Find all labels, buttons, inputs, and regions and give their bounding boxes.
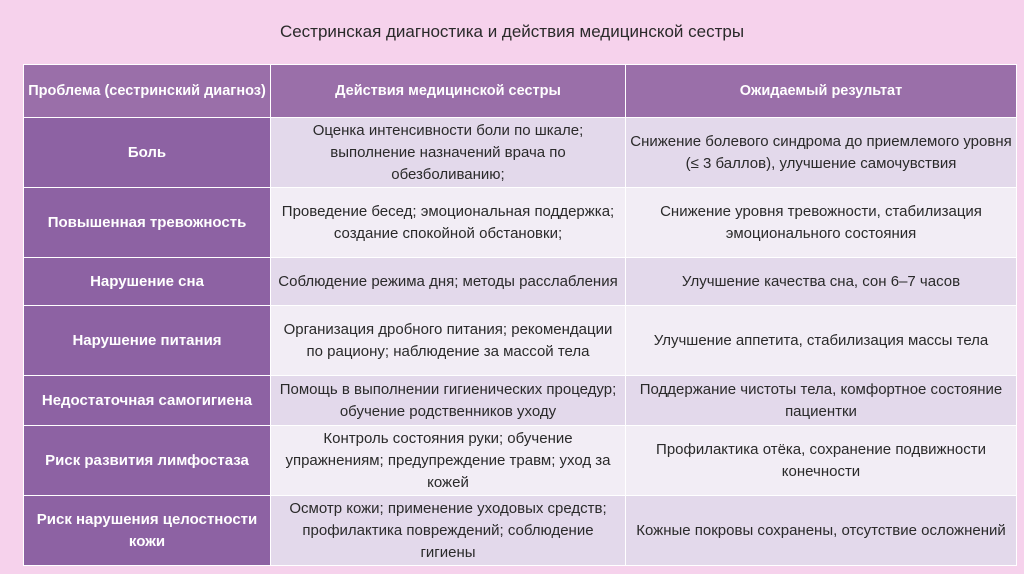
actions-cell: Оценка интенсивности боли по шкале; выполнение назначений врача по обезболиванию; xyxy=(271,118,626,188)
table-row xyxy=(24,426,1017,496)
actions-cell: Проведение бесед; эмоциональная поддержка; создание спокойной обстановки; xyxy=(271,188,626,258)
result-cell: Поддержание чистоты тела, комфортное состояние пациентки xyxy=(626,376,1017,426)
header-problem: Проблема (сестринский диагноз) xyxy=(24,65,271,118)
actions-cell: Соблюдение режима дня; методы расслабления xyxy=(271,258,626,306)
result-cell: Профилактика отёка, сохранение подвижности конечности xyxy=(626,426,1017,496)
table-row xyxy=(24,258,1017,306)
problem-cell: Нарушение питания xyxy=(24,306,271,376)
actions-cell: Контроль состояния руки; обучение упражнениям; предупреждение травм; уход за кожей xyxy=(271,426,626,496)
result-cell: Улучшение качества сна, сон 6–7 часов xyxy=(626,258,1017,306)
table-row xyxy=(24,376,1017,426)
problem-cell: Повышенная тревожность xyxy=(24,188,271,258)
problem-cell: Недостаточная самогигиена xyxy=(24,376,271,426)
actions-cell: Организация дробного питания; рекомендации по рациону; наблюдение за массой тела xyxy=(271,306,626,376)
header-result: Ожидаемый результат xyxy=(626,65,1017,118)
result-cell: Улучшение аппетита, стабилизация массы тела xyxy=(626,306,1017,376)
actions-cell: Помощь в выполнении гигиенических процедур; обучение родственников уходу xyxy=(271,376,626,426)
header-row xyxy=(24,65,1017,118)
nursing-plan-table xyxy=(23,64,1017,566)
problem-cell: Риск нарушения целостности кожи xyxy=(24,496,271,566)
result-cell: Снижение уровня тревожности, стабилизация эмоционального состояния xyxy=(626,188,1017,258)
header-actions: Действия медицинской сестры xyxy=(271,65,626,118)
actions-cell: Осмотр кожи; применение уходовых средств; профилактика повреждений; соблюдение гигиены xyxy=(271,496,626,566)
result-cell: Кожные покровы сохранены, отсутствие осложнений xyxy=(626,496,1017,566)
table-row xyxy=(24,188,1017,258)
table-body xyxy=(24,118,1017,566)
table-row xyxy=(24,306,1017,376)
table-header xyxy=(24,65,1017,118)
slide-title: Сестринская диагностика и действия медицинской сестры xyxy=(279,22,745,41)
table-row xyxy=(24,496,1017,566)
result-cell: Снижение болевого синдрома до приемлемого уровня (≤ 3 баллов), улучшение самочувствия xyxy=(626,118,1017,188)
problem-cell: Нарушение сна xyxy=(24,258,271,306)
problem-cell: Риск развития лимфостаза xyxy=(24,426,271,496)
problem-cell: Боль xyxy=(24,118,271,188)
table-row xyxy=(24,118,1017,188)
